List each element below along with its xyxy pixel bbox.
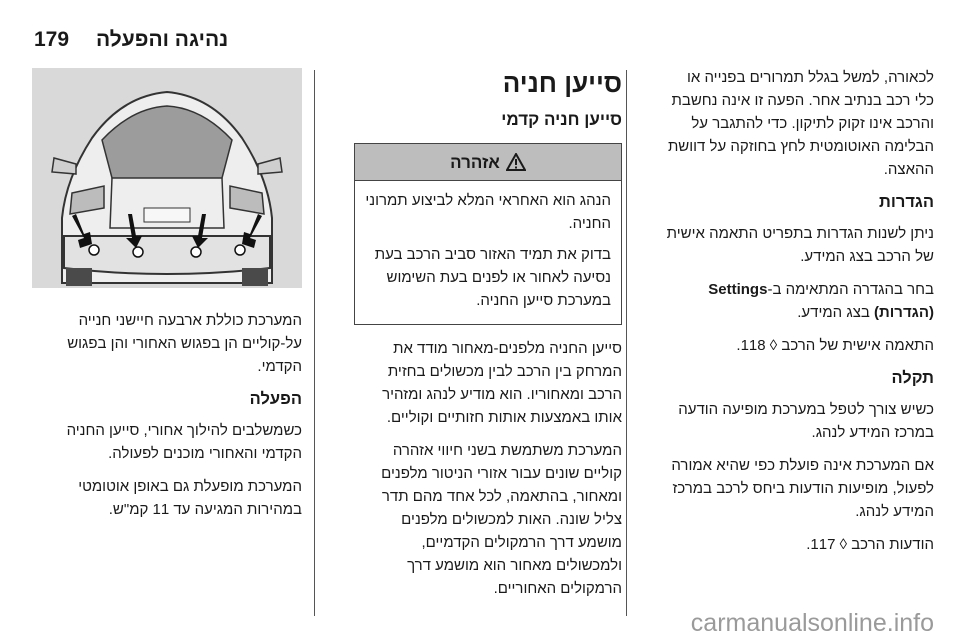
- warning-header: [355, 144, 621, 181]
- column-right: [666, 66, 934, 566]
- activation-text-2: המערכת מופעלת גם באופן אוטומטי במהירות המגיעה עד 11 קמ"ש.: [78, 478, 302, 518]
- parking-assist-description: סייען החניה מלפנים-מאחור מודד את המרחק בין הרכב לבין מכשולים בחזית הרכב ומאחוריו. הוא מודיע לנהג ומזהיר אותו באמצעות אותות חזותיים וקוליים.: [382, 340, 622, 426]
- fault-heading: תקלה: [891, 369, 934, 387]
- parking-assist-sound-description: המערכת משתמשת בשני חיווי אזהרה קוליים שונים עבור אזורי הניטור מלפנים ומאחור, בהתאמה, לכל אחד מהם תדר צליל שונה. האות למכשולים מלפנים מושמע דרך הרמקולים הקדמיים, ולמכשולים מאחור הוא מושמע דרך הרמקולים האחוריים.: [381, 442, 622, 597]
- page-number: 179: [34, 28, 70, 51]
- settings-keyword: Settings: [708, 281, 768, 298]
- subsection-title: סייען חניה קדמי: [501, 110, 622, 129]
- fault-reference: הודעות הרכב ◊ 117.: [806, 536, 934, 553]
- settings-location: בצג המידע.: [797, 304, 870, 321]
- activation-heading: הפעלה: [249, 390, 302, 408]
- figure-caption: המערכת כוללת ארבעה חיישני חנייה על-קוליים הן בפגוש האחורי והן בפגוש הקדמי.: [67, 312, 302, 375]
- page-header: [0, 0, 960, 60]
- warning-text-2: בדוק את תמיד האזור סביב הרכב בעת נסיעה לאחור או לפנים בעת השימוש במערכת סייען החניה.: [374, 246, 611, 309]
- settings-reference: התאמה אישית של הרכב ◊ 118.: [736, 337, 934, 354]
- fault-text-2: אם המערכת אינה פועלת כפי שהיא אמורה לפעול, מופיעות הודעות ביחס לרכב במרכז המידע לנהג.: [671, 457, 934, 520]
- settings-choose: בחר בהגדרה המתאימה ב-: [767, 281, 934, 298]
- settings-text: ניתן לשנות הגדרות בתפריט התאמה אישית של הרכב בצג המידע.: [666, 225, 934, 265]
- running-title: נהיגה והפעלה: [96, 28, 229, 51]
- fault-text-1: כשיש צורך לטפל במערכת מופיעה הודעה במרכז המידע לנהג.: [678, 401, 934, 441]
- column-divider-left: [314, 70, 315, 616]
- watermark: carmanualsonline.info: [690, 609, 934, 637]
- settings-keyword-translation: (הגדרות): [874, 304, 934, 321]
- column-left: [32, 66, 302, 531]
- column-divider-right: [626, 70, 627, 616]
- warning-title: אזהרה: [450, 152, 500, 172]
- settings-heading: הגדרות: [879, 193, 934, 211]
- intro-paragraph: לכאורה, למשל בגלל תמרורים בפנייה או כלי רכב בנתיב אחר. הפעה זו אינה נחשבת והרכב אינו זקוק לתיקון. כדי להתגבר על הבלימה האוטומטית לחץ בחוזקה על דוושת ההאצה.: [667, 69, 934, 178]
- section-title: סייען חניה: [502, 68, 622, 98]
- rear-bumper-sensors-figure: [32, 68, 302, 288]
- warning-triangle-icon: [506, 153, 526, 171]
- activation-text-1: כשמשלבים להילוך אחורי, סייען החניה הקדמי והאחורי מוכנים לפעולה.: [66, 422, 302, 462]
- warning-body: [355, 181, 621, 324]
- settings-instruction: [666, 278, 934, 324]
- warning-text-1: הנהג הוא האחראי המלא לביצוע תמרוני החניה.: [365, 192, 611, 232]
- warning-box: [354, 143, 622, 325]
- column-middle: [354, 66, 622, 610]
